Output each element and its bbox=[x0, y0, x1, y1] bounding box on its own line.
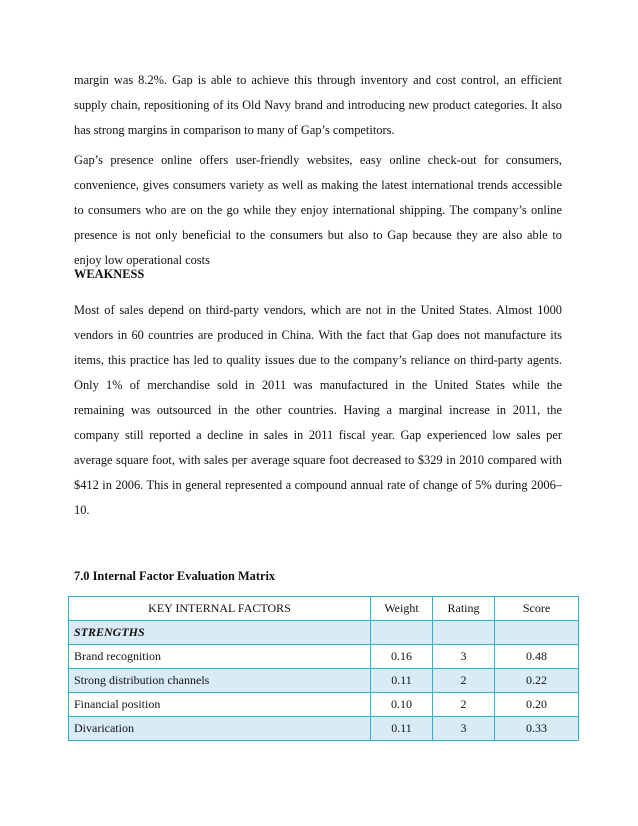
table-header-row bbox=[69, 597, 579, 621]
group-label-strengths: STRENGTHS bbox=[69, 621, 371, 645]
text-line: has strong margins in comparison to many of Gap’s competitors. bbox=[74, 123, 395, 137]
header-score: Score bbox=[495, 597, 579, 621]
text-line: Most of sales depend on third-party vendors, which are not in the United States. Almost 1000 bbox=[74, 303, 562, 317]
text-line: items, this practice has led to quality issues due to the company’s reliance on third-party agents. bbox=[74, 353, 562, 367]
factor-cell: Strong distribution channels bbox=[69, 669, 371, 693]
table-row bbox=[69, 645, 579, 669]
weight-cell: 0.10 bbox=[371, 693, 433, 717]
text-line: to consumers who are on the go while they enjoy international shipping. The company’s online bbox=[74, 203, 562, 217]
text-line: convenience, gives consumers variety as well as making the latest international trends accessible bbox=[74, 178, 562, 192]
score-cell: 0.33 bbox=[495, 717, 579, 741]
table-cell bbox=[433, 621, 495, 645]
text-line: average square foot, with sales per average square foot decreased to $329 in 2010 compared with bbox=[74, 453, 562, 467]
header-rating: Rating bbox=[433, 597, 495, 621]
factor-cell: Divarication bbox=[69, 717, 371, 741]
ife-matrix-table bbox=[68, 596, 579, 741]
score-cell: 0.20 bbox=[495, 693, 579, 717]
text-line: supply chain, repositioning of its Old Navy brand and introducing new product categories. It also bbox=[74, 98, 562, 112]
score-cell: 0.22 bbox=[495, 669, 579, 693]
rating-cell: 3 bbox=[433, 717, 495, 741]
rating-cell: 2 bbox=[433, 669, 495, 693]
factor-cell: Brand recognition bbox=[69, 645, 371, 669]
table-row bbox=[69, 717, 579, 741]
table-row bbox=[69, 669, 579, 693]
rating-cell: 2 bbox=[433, 693, 495, 717]
paragraph-weakness bbox=[74, 298, 562, 523]
factor-cell: Financial position bbox=[69, 693, 371, 717]
header-weight: Weight bbox=[371, 597, 433, 621]
weight-cell: 0.16 bbox=[371, 645, 433, 669]
text-line: Only 1% of merchandise sold in 2011 was manufactured in the United States while the bbox=[74, 378, 562, 392]
table-row bbox=[69, 693, 579, 717]
rating-cell: 3 bbox=[433, 645, 495, 669]
text-line: $412 in 2006. This in general represented a compound annual rate of change of 5% during 2006– bbox=[74, 478, 562, 492]
text-line: vendors in 60 countries are produced in China. With the fact that Gap does not manufacture its bbox=[74, 328, 562, 342]
text-line: margin was 8.2%. Gap is able to achieve this through inventory and cost control, an efficient bbox=[74, 73, 562, 87]
weight-cell: 0.11 bbox=[371, 669, 433, 693]
text-line: 10. bbox=[74, 503, 90, 517]
table-cell bbox=[495, 621, 579, 645]
weakness-heading: WEAKNESS bbox=[74, 267, 145, 281]
paragraph-online-presence bbox=[74, 148, 562, 273]
section-title: 7.0 Internal Factor Evaluation Matrix bbox=[74, 569, 276, 583]
text-line: presence is not only beneficial to the consumers but also to Gap because they are also able to bbox=[74, 228, 562, 242]
table-cell bbox=[371, 621, 433, 645]
text-line: enjoy low operational costs bbox=[74, 253, 210, 267]
table-group-row bbox=[69, 621, 579, 645]
text-line: company still reported a decline in sales in 2011 fiscal year. Gap experienced low sales per bbox=[74, 428, 562, 442]
header-key-internal-factors: KEY INTERNAL FACTORS bbox=[69, 597, 371, 621]
score-cell: 0.48 bbox=[495, 645, 579, 669]
paragraph-margin bbox=[74, 68, 562, 143]
text-line: remaining was outsourced in the other countries. Having a marginal increase in 2011, the bbox=[74, 403, 562, 417]
text-line: Gap’s presence online offers user-friendly websites, easy online check-out for consumers, bbox=[74, 153, 562, 167]
weight-cell: 0.11 bbox=[371, 717, 433, 741]
